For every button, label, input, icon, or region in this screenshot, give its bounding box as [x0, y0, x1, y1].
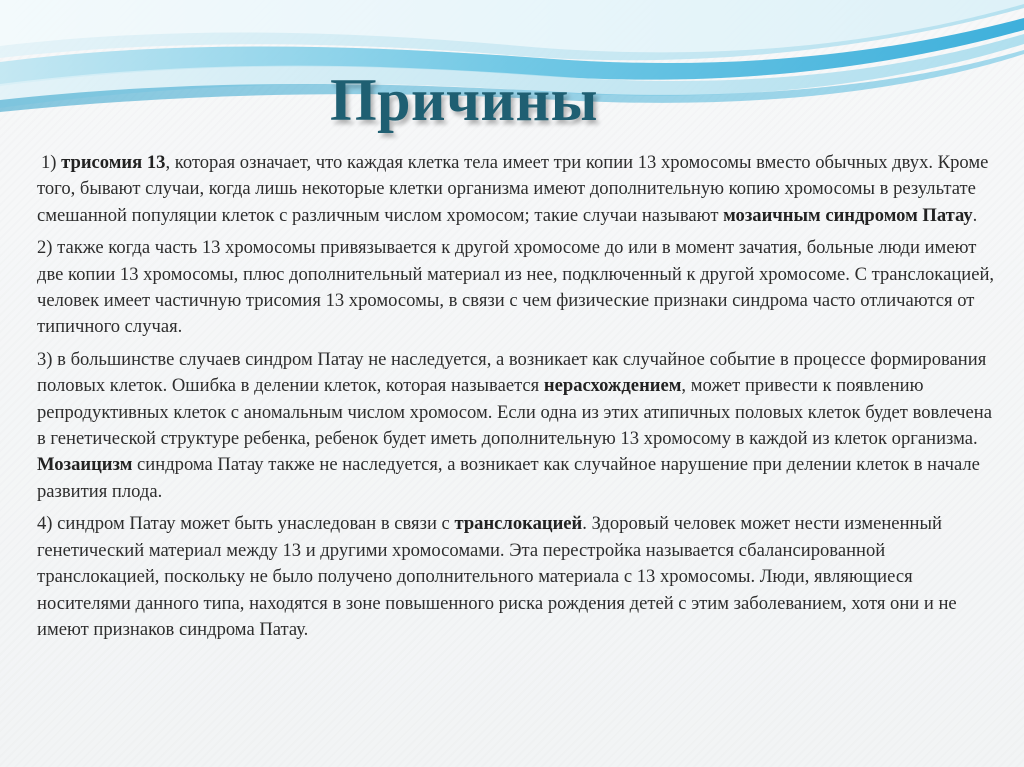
paragraph-3-bold-b: Мозаицизм	[37, 454, 133, 476]
slide-body	[37, 150, 999, 649]
paragraph-3-text-a: 3) в большинстве случаев синдром Патау не наследуется, а возникает как случайное событие в процессе формирования половых клеток. Ошибка в делении клеток, которая называется	[37, 348, 987, 397]
paragraph-1-text-c: .	[972, 204, 978, 226]
paragraph-2-text-a: 2) также когда часть 13 хромосомы привязывается к другой хромосоме до или в момент зачатия, больные люди имеют две копии 13 хромосомы, плюс дополнительный материал из нее, подключенный к другой хромосоме. С транслокацией, человек имеет частичную трисомия 13 хромосомы, в связи с чем физические признаки синдрома часто отличаются от типичного случая.	[37, 237, 995, 338]
paragraph-1-text-a: 1)	[41, 152, 62, 173]
paragraph-1	[37, 150, 999, 229]
paragraph-4-text-b: . Здоровый человек может нести измененный генетический материал между 13 и другими хромосомами. Эта перестройка называется сбалансированной транслокацией, поскольку не было получено дополнительного материала с 13 хромосомы. Люди, являющиеся носителями данного типа, находятся в зоне повышенного риска рождения детей с этим заболеванием, хотя они и не имеют признаков синдрома Патау.	[37, 513, 957, 640]
paragraph-3-bold-a: нерасхождением	[543, 375, 682, 397]
paragraph-4-bold-a: транслокацией	[454, 513, 583, 535]
paragraph-1-text-b: , которая означает, что каждая клетка тела имеет три копии 13 хромосомы вместо обычных двух. Кроме того, бывают случаи, когда лишь некоторые клетки организма имеют дополнительную копию хромосомы в результате смешанной популяции клеток с различным числом хромосом; такие случаи называют	[37, 152, 989, 226]
paragraph-3-text-b: , может привести к появлению репродуктивных клеток с аномальным числом хромосом. Если одна из этих атипичных половых клеток будет вовлечена в генетической структуре ребенка, ребенок будет иметь дополнительную 13 хромосому в каждой из клеток организма.	[37, 375, 992, 450]
paragraph-4-text-a: 4) синдром Патау может быть унаследован в связи с	[37, 513, 455, 535]
slide-title: Причины	[330, 67, 598, 133]
paragraph-1-bold-b: мозаичным синдромом Патау	[723, 204, 973, 226]
paragraph-1-bold-a: трисомия 13	[61, 152, 166, 173]
paragraph-4	[37, 511, 999, 643]
paragraph-3-text-c: синдрома Патау также не наследуется, а возникает как случайное нарушение при делении клеток в начале развития плода.	[37, 454, 980, 502]
paragraph-3	[37, 347, 999, 505]
paragraph-2	[37, 235, 999, 341]
